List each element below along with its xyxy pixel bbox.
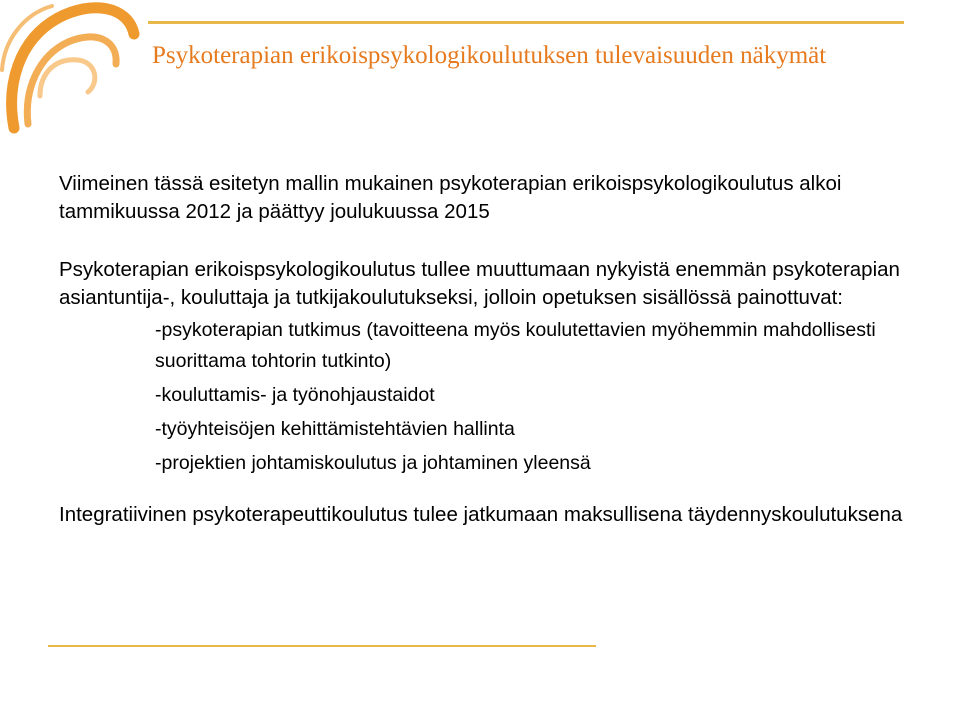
swirl-logo-icon — [0, 0, 160, 140]
title-divider — [148, 21, 904, 24]
footer-divider — [48, 645, 596, 647]
list-item: -työyhteisöjen kehittämistehtävien hallinta — [155, 418, 515, 440]
list-item: -kouluttamis- ja työnohjaustaidot — [155, 384, 435, 406]
list-item: -projektien johtamiskoulutus ja johtaminen yleensä — [155, 452, 591, 474]
list-item: -psykoterapian tutkimus (tavoitteena myös koulutettavien myöhemmin mahdollisesti suorittama tohtorin tutkinto) — [155, 319, 876, 372]
slide-title: Psykoterapian erikoispsykologikoulutuksen tulevaisuuden näkymät — [152, 42, 827, 69]
slide-body — [59, 170, 919, 529]
paragraph-training-future: Psykoterapian erikoispsykologikoulutus tullee muuttumaan nykyistä enemmän psykoterapian asiantuntija-, kouluttaja ja tutkijakoulutukseksi, jolloin opetuksen sisällössä painottuvat: — [59, 258, 900, 309]
paragraph-training-schedule: Viimeinen tässä esitetyn mallin mukainen psykoterapian erikoispsykologikoulutus alkoi tammikuussa 2012 ja päättyy joulukuussa 2015 — [59, 172, 842, 223]
paragraph-integrative-training: Integratiivinen psykoterapeuttikoulutus tulee jatkumaan maksullisena täydennyskoulutuksena — [59, 503, 903, 526]
emphasis-list — [59, 315, 919, 479]
